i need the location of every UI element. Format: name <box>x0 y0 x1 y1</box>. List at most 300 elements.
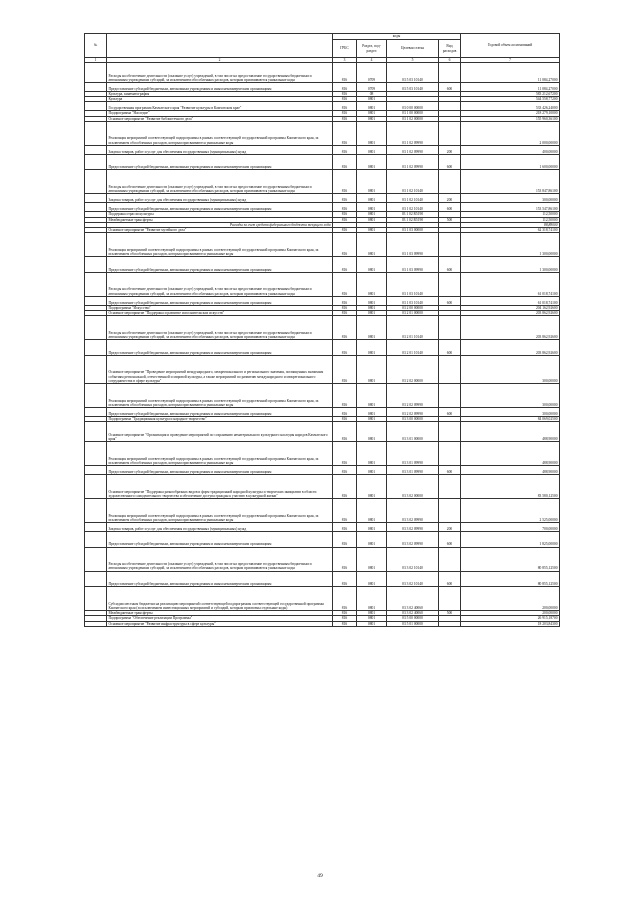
header-target: Целевая статья <box>387 40 439 58</box>
row-amount: 2 000,00000 <box>461 121 560 145</box>
row-name: Государственная программа Камчатского края "Развитие культуры в Камчатском крае" <box>107 102 333 111</box>
row-exp-type: 600 <box>439 83 461 92</box>
row-name: Основное мероприятие "Развитие библиотечного дела" <box>107 116 333 121</box>
row-target: 03 1 03 10140 <box>387 272 439 296</box>
row-grbs: 816 <box>333 384 357 408</box>
row-exp-type <box>439 587 461 611</box>
row-grbs: 816 <box>333 316 357 340</box>
page-number: 49 <box>317 873 323 879</box>
row-grbs: 816 <box>333 311 357 316</box>
row-section: 0801 <box>357 145 387 154</box>
row-num <box>85 355 107 383</box>
row-section: 0801 <box>357 408 387 417</box>
row-section: 0801 <box>357 121 387 145</box>
row-target: 03 3 01 00000 <box>387 422 439 442</box>
table-row <box>85 121 560 145</box>
row-num <box>85 316 107 340</box>
row-name: Межбюджетные трансферты <box>107 217 333 222</box>
row-exp-type <box>439 355 461 383</box>
header-grbs: ГРБС <box>333 40 357 58</box>
row-amount: 533 426,24000 <box>461 102 560 111</box>
table-row <box>85 340 560 356</box>
row-amount: 88,88000 <box>461 222 560 227</box>
row-num <box>85 170 107 194</box>
row-name: Расходы на обеспечение деятельности (оказание услуг) учреждений, в том числе на предоставление государственным бюджетным и автономным учреждениям субсидий, за исключением обособленных расходов, которым присваиваются уникальные коды <box>107 547 333 571</box>
row-amount: 153 847,86100 <box>461 170 560 194</box>
row-section: 0801 <box>357 355 387 383</box>
row-name: Реализация мероприятий соответствующей подпрограммы в рамках соответствующей государственной программы Камчатского края, за исключением обособленных расходов, которым присваиваются уникальные коды <box>107 121 333 145</box>
row-target: 03 3 01 09990 <box>387 442 439 466</box>
row-exp-type <box>439 547 461 571</box>
table-row <box>85 422 560 442</box>
row-section: 0709 <box>357 63 387 83</box>
table-row <box>85 316 560 340</box>
row-section: 0801 <box>357 102 387 111</box>
row-target: 03 3 02 09990 <box>387 499 439 523</box>
row-target: 03 3 01 09990 <box>387 466 439 475</box>
row-section: 0801 <box>357 228 387 233</box>
row-grbs: 816 <box>333 154 357 170</box>
row-grbs: 816 <box>333 145 357 154</box>
row-target: 03 1 03 10140 <box>387 296 439 305</box>
table-row <box>85 571 560 587</box>
row-name: Предоставление субсидий бюджетным, автономным учреждениям и иным некоммерческим организациям <box>107 466 333 475</box>
table-row <box>85 442 560 466</box>
row-grbs: 816 <box>333 233 357 257</box>
row-amount: 155 960,36100 <box>461 116 560 121</box>
row-exp-type: 200 <box>439 194 461 203</box>
row-amount: 488,90000 <box>461 466 560 475</box>
row-target: 03 2 01 10140 <box>387 316 439 340</box>
row-exp-type: 500 <box>439 611 461 616</box>
row-section: 0801 <box>357 532 387 548</box>
row-exp-type <box>439 272 461 296</box>
row-amount: 300,00000 <box>461 194 560 203</box>
row-amount: 112,50000 <box>461 212 560 217</box>
row-section: 0801 <box>357 611 387 616</box>
col-num-7: 7 <box>461 58 560 63</box>
row-amount: 11 084,27000 <box>461 83 560 92</box>
row-amount: 1 600,00000 <box>461 154 560 170</box>
row-section: 0801 <box>357 466 387 475</box>
row-name: Предоставление субсидий бюджетным, автономным учреждениям и иным некоммерческим организациям <box>107 340 333 356</box>
row-grbs: 816 <box>333 355 357 383</box>
row-amount: 80 855,12500 <box>461 547 560 571</box>
row-target: 03 2 02 00000 <box>387 355 439 383</box>
row-name: Основное мероприятие "Поддержка разнообразных видов и форм традиционной народной культуры и творческих инициатив в области художественного самодеятельного творчества и обеспечение доступа граждан к участию в культурной жизни" <box>107 475 333 499</box>
row-target: 03 5 03 10140 <box>387 63 439 83</box>
row-grbs: 816 <box>333 212 357 217</box>
row-name: Предоставление субсидий бюджетным, автономным учреждениям и иным некоммерческим организациям <box>107 532 333 548</box>
row-exp-type <box>439 121 461 145</box>
table-row <box>85 547 560 571</box>
row-name: Основное мероприятие "Поддержка и развитие исполнительских искусств" <box>107 311 333 316</box>
row-num <box>85 154 107 170</box>
row-exp-type: 500 <box>439 217 461 222</box>
row-grbs: 816 <box>333 97 357 102</box>
col-num-1: 1 <box>85 58 107 63</box>
row-grbs: 816 <box>333 296 357 305</box>
row-target: 03 1 02 09990 <box>387 154 439 170</box>
row-section: 0801 <box>357 217 387 222</box>
row-name: Закупка товаров, работ и услуг для обеспечения государственных (муниципальных) нужд <box>107 523 333 532</box>
row-amount: 300,00000 <box>461 355 560 383</box>
row-num <box>85 194 107 203</box>
table-row <box>85 621 560 626</box>
header-blank <box>107 34 333 58</box>
row-num <box>85 442 107 466</box>
row-grbs: 816 <box>333 523 357 532</box>
row-num <box>85 272 107 296</box>
row-target: 03 5 01 00000 <box>387 621 439 626</box>
table-row <box>85 272 560 296</box>
row-name: Расходы на обеспечение деятельности (оказание услуг) учреждений, в том числе на предоставление государственным бюджетным и автономным учреждениям субсидий, за исключением обособленных расходов, которым присваиваются уникальные коды <box>107 63 333 83</box>
row-section: 0801 <box>357 621 387 626</box>
row-name: Культура <box>107 97 333 102</box>
row-exp-type <box>439 499 461 523</box>
row-amount: 300,00000 <box>461 384 560 408</box>
row-num <box>85 475 107 499</box>
row-target: 03 3 02 09990 <box>387 523 439 532</box>
row-target: 03 3 02 00000 <box>387 475 439 499</box>
row-grbs: 816 <box>333 217 357 222</box>
row-target: 03 0 00 00000 <box>387 102 439 111</box>
row-amount: 2 525,00000 <box>461 499 560 523</box>
row-section: 0801 <box>357 194 387 203</box>
row-name: Реализация мероприятий соответствующей подпрограммы в рамках соответствующей государственной программы Камчатского края, за исключением обособленных расходов, которым присваиваются уникальные коды <box>107 384 333 408</box>
row-grbs: 816 <box>333 102 357 111</box>
row-name: Предоставление субсидий бюджетным, автономным учреждениям и иным некоммерческим организациям <box>107 257 333 273</box>
row-grbs: 816 <box>333 611 357 616</box>
row-name: Межбюджетные трансферты <box>107 611 333 616</box>
col-num-6: 6 <box>439 58 461 63</box>
row-grbs: 816 <box>333 83 357 92</box>
row-num <box>85 547 107 571</box>
row-section: 0709 <box>357 83 387 92</box>
header-exp-type: Вид расходов <box>439 40 461 58</box>
row-section: 0801 <box>357 257 387 273</box>
row-target: 03 2 01 00000 <box>387 311 439 316</box>
row-num <box>85 257 107 273</box>
row-name: Основное мероприятие "Развитие инфраструктуры в сфере культуры" <box>107 621 333 626</box>
table-row <box>85 466 560 475</box>
row-name: Подпрограмма "Искусство" <box>107 305 333 310</box>
row-amount: 200,00000 <box>461 611 560 616</box>
table-row <box>85 587 560 611</box>
header-annual: Годовой объем ассигнований <box>461 34 560 58</box>
table-row <box>85 170 560 194</box>
col-num-5: 5 <box>387 58 439 63</box>
row-amount: 200,00000 <box>461 587 560 611</box>
row-grbs: 816 <box>333 616 357 621</box>
row-amount: 112,50000 <box>461 217 560 222</box>
row-num <box>85 621 107 626</box>
row-name: Расходы на обеспечение деятельности (оказание услуг) учреждений, в том числе на предоставление государственным бюджетным и автономным учреждениям субсидий, за исключением обособленных расходов, которым присваиваются уникальные коды <box>107 316 333 340</box>
row-name: Основное мероприятие "Развитие музейного дела" <box>107 228 333 233</box>
header-section: Раздел, под-раздел <box>357 40 387 58</box>
row-name: Предоставление субсидий бюджетным, автономным учреждениям и иным некоммерческим организациям <box>107 83 333 92</box>
row-target: 03 1 02 10140 <box>387 194 439 203</box>
row-num <box>85 532 107 548</box>
row-section: 0801 <box>357 587 387 611</box>
row-name: Расходы на обеспечение деятельности (оказание услуг) учреждений, в том числе на предоставление государственным бюджетным и автономным учреждениям субсидий, за исключением обособленных расходов, которым присваиваются уникальные коды <box>107 170 333 194</box>
row-num <box>85 63 107 83</box>
row-amount: 203 862,92600 <box>461 340 560 356</box>
row-amount: 11 084,27000 <box>461 63 560 83</box>
table-row <box>85 532 560 548</box>
row-target: 03 3 02 10140 <box>387 547 439 571</box>
row-grbs: 816 <box>333 587 357 611</box>
row-grbs: 816 <box>333 203 357 212</box>
col-num-4: 4 <box>357 58 387 63</box>
row-grbs: 816 <box>333 571 357 587</box>
row-target: 03 1 00 00000 <box>387 111 439 116</box>
row-name: Закупка товаров, работ и услуг для обеспечения государственных (муниципальных) нужд <box>107 194 333 203</box>
row-exp-type: 200 <box>439 523 461 532</box>
row-name: Предоставление субсидий бюджетным, автономным учреждениям и иным некоммерческим организациям <box>107 154 333 170</box>
row-section: 0801 <box>357 571 387 587</box>
row-exp-type <box>439 63 461 83</box>
row-name: Расходы за счет средств федерального бюджета текущего года <box>107 222 333 227</box>
row-exp-type: 600 <box>439 340 461 356</box>
row-num <box>85 408 107 417</box>
row-amount: 153 547,86100 <box>461 203 560 212</box>
row-amount: 203 862,92600 <box>461 311 560 316</box>
row-target: 03 1 02 R5190 <box>387 212 439 217</box>
row-section: 0801 <box>357 305 387 310</box>
row-exp-type: 600 <box>439 466 461 475</box>
row-exp-type: 600 <box>439 154 461 170</box>
row-amount: 1 300,00000 <box>461 257 560 273</box>
row-num <box>85 145 107 154</box>
row-grbs: 816 <box>333 111 357 116</box>
row-grbs: 816 <box>333 116 357 121</box>
row-amount: 80 855,12500 <box>461 571 560 587</box>
row-exp-type <box>439 475 461 499</box>
table-body <box>85 63 560 627</box>
row-target: 03 2 00 00000 <box>387 305 439 310</box>
table-row <box>85 194 560 203</box>
row-exp-type: 600 <box>439 408 461 417</box>
row-section: 0801 <box>357 442 387 466</box>
row-amount: 26 915,18700 <box>461 616 560 621</box>
row-grbs: 816 <box>333 499 357 523</box>
row-target: 03 1 02 00000 <box>387 116 439 121</box>
row-grbs: 816 <box>333 92 357 97</box>
row-exp-type <box>439 384 461 408</box>
row-target: 03 5 00 00000 <box>387 616 439 621</box>
row-section: 0801 <box>357 233 387 257</box>
row-section: 0801 <box>357 296 387 305</box>
row-grbs: 816 <box>333 305 357 310</box>
row-amount: 204 162,92600 <box>461 305 560 310</box>
row-name: Основное мероприятие "Проведение мероприятий международного, межрегионального и регионального значения, посвященных значимым событиям региональной, отечественной и мировой культуры, а также мероприятий по развитию международного и межрегионального сотрудничества в сфере культуры" <box>107 355 333 383</box>
row-amount: 218 279,10000 <box>461 111 560 116</box>
row-num <box>85 587 107 611</box>
row-exp-type: 600 <box>439 532 461 548</box>
row-section: 0801 <box>357 316 387 340</box>
row-exp-type <box>439 442 461 466</box>
row-grbs: 816 <box>333 417 357 422</box>
row-section: 0801 <box>357 154 387 170</box>
row-name: Подпрограмма "Обеспечение реализации Программы" <box>107 616 333 621</box>
row-exp-type <box>439 102 461 111</box>
row-num <box>85 499 107 523</box>
row-name: Подпрограмма "Традиционная культура и народное творчество" <box>107 417 333 422</box>
row-amount: 61 018,74100 <box>461 296 560 305</box>
row-exp-type <box>439 621 461 626</box>
row-grbs: 816 <box>333 475 357 499</box>
row-section: 0801 <box>357 340 387 356</box>
row-name: Предоставление субсидий бюджетным, автономным учреждениям и иным некоммерческим организациям <box>107 571 333 587</box>
row-grbs: 816 <box>333 621 357 626</box>
row-section: 0801 <box>357 170 387 194</box>
row-target: 03 3 00 00000 <box>387 417 439 422</box>
row-section: 0801 <box>357 116 387 121</box>
row-amount: 18 203,84300 <box>461 621 560 626</box>
table-row <box>85 384 560 408</box>
row-grbs: 816 <box>333 194 357 203</box>
row-name: Предоставление субсидий бюджетным, автономным учреждениям и иным некоммерческим организациям <box>107 408 333 417</box>
row-amount: 400,00000 <box>461 145 560 154</box>
row-exp-type <box>439 316 461 340</box>
row-grbs: 816 <box>333 272 357 296</box>
table-header <box>85 34 560 63</box>
row-target: 03 2 02 09990 <box>387 408 439 417</box>
row-target: 03 5 03 10140 <box>387 83 439 92</box>
row-target: 03 3 02 09990 <box>387 532 439 548</box>
row-target: 03 1 02 09990 <box>387 121 439 145</box>
row-name: Закупка товаров, работ и услуг для обеспечения государственных (муниципальных) нужд <box>107 145 333 154</box>
row-section: 0801 <box>357 547 387 571</box>
row-exp-type: 600 <box>439 257 461 273</box>
row-grbs: 816 <box>333 228 357 233</box>
row-section: 0801 <box>357 384 387 408</box>
row-amount: 203 862,92600 <box>461 316 560 340</box>
row-name: Реализация мероприятий соответствующей подпрограммы в рамках соответствующей государственной программы Камчатского края, за исключением обособленных расходов, которым присваиваются уникальные коды <box>107 499 333 523</box>
row-section: 0801 <box>357 499 387 523</box>
table-row <box>85 233 560 257</box>
row-num <box>85 233 107 257</box>
row-section: 0801 <box>357 417 387 422</box>
header-num: № <box>85 34 107 58</box>
row-grbs: 816 <box>333 532 357 548</box>
row-num <box>85 571 107 587</box>
table-row <box>85 408 560 417</box>
row-target: 03 1 03 09990 <box>387 257 439 273</box>
row-num <box>85 466 107 475</box>
row-grbs: 816 <box>333 408 357 417</box>
row-exp-type: 600 <box>439 203 461 212</box>
row-name: Предоставление субсидий бюджетным, автономным учреждениям и иным некоммерческим организациям <box>107 296 333 305</box>
row-section: 0801 <box>357 203 387 212</box>
table-row <box>85 355 560 383</box>
row-target: 03 1 02 R5190 <box>387 217 439 222</box>
row-grbs: 816 <box>333 170 357 194</box>
row-target: 03 2 01 10140 <box>387 340 439 356</box>
row-amount: 488,90000 <box>461 422 560 442</box>
row-section: 0801 <box>357 523 387 532</box>
row-num <box>85 121 107 145</box>
row-target: 03 1 02 10140 <box>387 203 439 212</box>
row-num <box>85 340 107 356</box>
row-name: Расходы на обеспечение деятельности (оказание услуг) учреждений, в том числе на предоставление государственным бюджетным и автономным учреждениям субсидий, за исключением обособленных расходов, которым присваиваются уникальные коды <box>107 272 333 296</box>
row-name: Предоставление субсидий бюджетным, автономным учреждениям и иным некоммерческим организациям <box>107 203 333 212</box>
row-amount: 544 558,77200 <box>461 97 560 102</box>
row-num <box>85 296 107 305</box>
row-grbs: 816 <box>333 257 357 273</box>
table-row <box>85 83 560 92</box>
row-grbs: 816 <box>333 121 357 145</box>
row-section: 0801 <box>357 475 387 499</box>
row-num <box>85 102 107 111</box>
row-amount: 83 580,12500 <box>461 475 560 499</box>
table-row <box>85 296 560 305</box>
row-exp-type: 200 <box>439 145 461 154</box>
row-num <box>85 83 107 92</box>
row-grbs: 816 <box>333 466 357 475</box>
budget-table <box>84 33 560 627</box>
row-amount: 583 212,67200 <box>461 92 560 97</box>
table-row <box>85 63 560 83</box>
table-row <box>85 257 560 273</box>
table-row <box>85 475 560 499</box>
row-section: 08 <box>357 92 387 97</box>
row-amount: 84 069,02500 <box>461 417 560 422</box>
table-row <box>85 102 560 111</box>
row-target: 03 3 02 40060 <box>387 611 439 616</box>
row-name: Реализация мероприятий соответствующей подпрограммы в рамках соответствующей государственной программы Камчатского края, за исключением обособленных расходов, которым присваиваются уникальные коды <box>107 442 333 466</box>
row-target: 03 1 02 09990 <box>387 145 439 154</box>
row-target: 03 1 03 00000 <box>387 228 439 233</box>
row-name: Подпрограмма "Наследие" <box>107 111 333 116</box>
row-section: 0801 <box>357 311 387 316</box>
row-amount: 1 825,00000 <box>461 532 560 548</box>
row-exp-type <box>439 233 461 257</box>
row-grbs: 816 <box>333 63 357 83</box>
row-num <box>85 203 107 212</box>
table-row <box>85 154 560 170</box>
header-codes: коды <box>333 34 461 40</box>
row-target: 03 1 02 10140 <box>387 170 439 194</box>
row-amount: 1 300,00000 <box>461 233 560 257</box>
row-grbs: 816 <box>333 547 357 571</box>
row-target: 03 3 02 40060 <box>387 587 439 611</box>
row-section: 0801 <box>357 616 387 621</box>
row-section: 0801 <box>357 97 387 102</box>
row-grbs: 816 <box>333 422 357 442</box>
row-amount: 61 018,74100 <box>461 272 560 296</box>
table-row <box>85 499 560 523</box>
row-name: Основное мероприятие "Организация и проведение мероприятий по сохранению нематериального культурного наследия народов Камчатского края" <box>107 422 333 442</box>
row-section: 0801 <box>357 111 387 116</box>
row-name: Субсидии местным бюджетам на реализацию мероприятий соответствующей подпрограммы соответствующей государственной программы Камчатского края (за исключением инвестиционных мероприятий и субсидий, которым присвоены отдельные коды) <box>107 587 333 611</box>
row-exp-type <box>439 422 461 442</box>
row-num <box>85 422 107 442</box>
table-row <box>85 145 560 154</box>
row-amount: 62 318,74100 <box>461 228 560 233</box>
row-grbs: 816 <box>333 442 357 466</box>
row-exp-type: 600 <box>439 296 461 305</box>
row-grbs: 816 <box>333 340 357 356</box>
row-num <box>85 384 107 408</box>
row-name: Культура, кинематография <box>107 92 333 97</box>
row-amount: 488,90000 <box>461 442 560 466</box>
row-exp-type: 600 <box>439 571 461 587</box>
row-target: 03 1 03 09990 <box>387 233 439 257</box>
row-target: 03 2 02 09990 <box>387 384 439 408</box>
row-target: 03 3 02 10140 <box>387 571 439 587</box>
